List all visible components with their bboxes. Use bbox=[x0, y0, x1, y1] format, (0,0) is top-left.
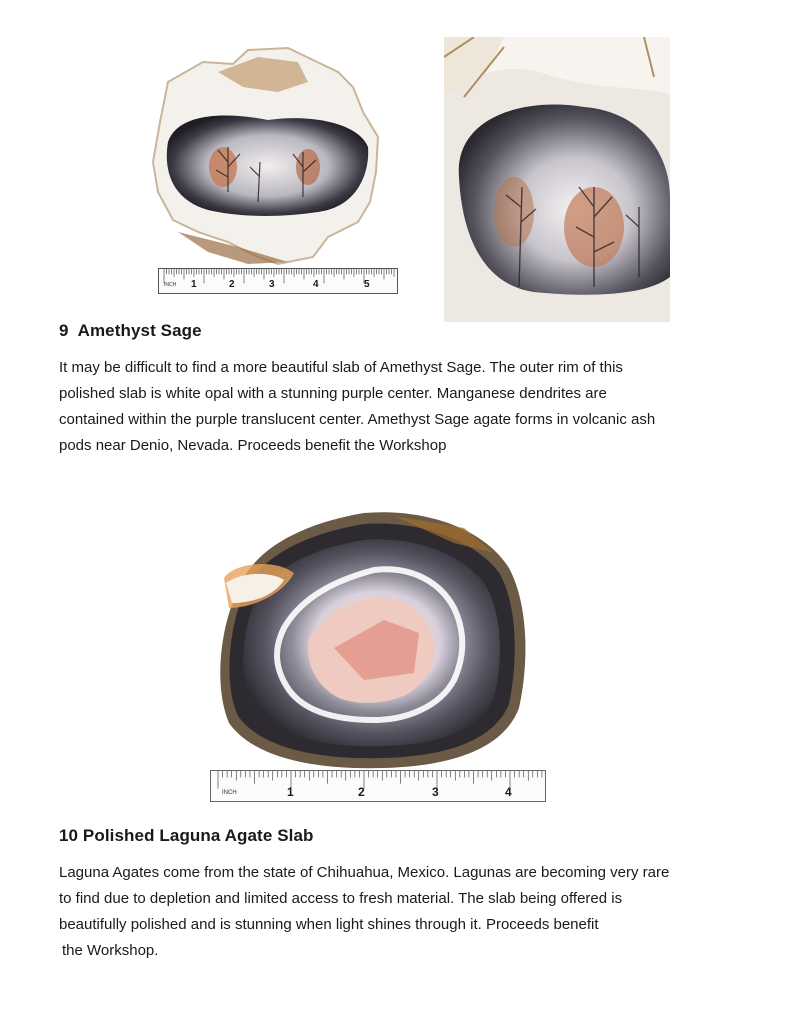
ruler-number-4: 4 bbox=[313, 279, 319, 290]
ruler-unit-label: INCH bbox=[164, 282, 177, 288]
description-line: polished slab is white opal with a stunning purple center. Manganese dendrites are bbox=[59, 385, 607, 402]
description-line: beautifully polished and is stunning when light shines through it. Proceeds benefit bbox=[59, 916, 599, 933]
ruler-number-3: 3 bbox=[269, 279, 275, 290]
ruler-number-2: 2 bbox=[229, 279, 235, 290]
ruler-number-1: 1 bbox=[191, 279, 197, 290]
ruler-number-5: 5 bbox=[364, 279, 370, 290]
item-9-title: 9 Amethyst Sage bbox=[59, 321, 202, 340]
measuring-ruler bbox=[158, 268, 398, 294]
laguna-agate-slab-photo bbox=[214, 508, 530, 770]
description-line: pods near Denio, Nevada. Proceeds benefit the Workshop bbox=[59, 437, 447, 454]
description-line: the Workshop. bbox=[62, 942, 159, 959]
description-line: Laguna Agates come from the state of Chihuahua, Mexico. Lagunas are becoming very rare bbox=[59, 864, 670, 881]
measuring-ruler bbox=[210, 770, 546, 802]
item-10-description bbox=[59, 860, 739, 964]
ruler-number-3: 3 bbox=[432, 785, 439, 799]
ruler-unit-label: INCH bbox=[222, 790, 237, 796]
ruler-number-2: 2 bbox=[358, 785, 365, 799]
item-9-description bbox=[59, 355, 739, 459]
description-line: to find due to depletion and limited access to fresh material. The slab being offered is bbox=[59, 890, 623, 907]
amethyst-sage-slab-photo bbox=[148, 42, 388, 274]
description-line: contained within the purple translucent center. Amethyst Sage agate forms in volcanic ash bbox=[59, 411, 656, 428]
amethyst-sage-closeup-photo bbox=[444, 37, 670, 322]
ruler-number-4: 4 bbox=[505, 785, 512, 799]
description-line: It may be difficult to find a more beautiful slab of Amethyst Sage. The outer rim of this bbox=[59, 359, 623, 376]
ruler-number-1: 1 bbox=[287, 785, 294, 799]
item-10-title: 10 Polished Laguna Agate Slab bbox=[59, 826, 314, 845]
